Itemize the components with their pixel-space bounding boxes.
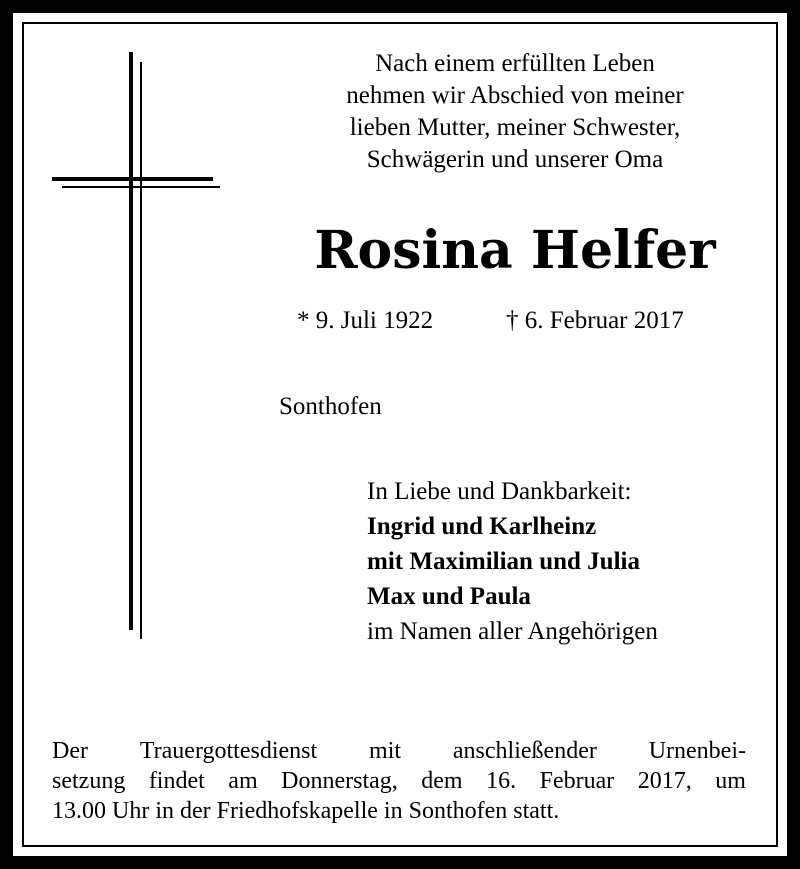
intro-line: Nach einem erfüllten Leben [375,50,655,77]
place: Sonthofen [279,393,382,420]
service-line-1 [52,736,746,766]
intro-line: nehmen wir Abschied von meiner [346,82,684,109]
service-word: mit [369,738,402,764]
service-word: Urnenbei- [648,738,746,764]
service-word: Trauergottesdienst [139,738,318,764]
service-info [52,736,746,826]
family-block [367,474,658,649]
service-word: Donnerstag, [281,768,398,794]
service-word: 16. [486,768,517,794]
death-date: † 6. Februar 2017 [506,307,684,334]
service-word: findet [148,768,205,794]
mourner-line: Ingrid und Karlheinz [367,513,597,540]
intro-line: lieben Mutter, meiner Schwester, [349,114,681,141]
service-line-3: 13.00 Uhr in der Friedhofskapelle in Sonthofen statt. [52,798,560,824]
service-word: Der [52,738,88,764]
service-word: dem [421,768,463,794]
service-word: anschließender [452,738,597,764]
service-word: um [715,768,746,794]
on-behalf-line: im Namen aller Angehörigen [367,618,658,645]
intro-text [270,48,760,176]
intro-line: Schwägerin und unserer Oma [366,146,664,173]
service-word: Februar [539,768,615,794]
mourner-line: Max und Paula [367,583,531,610]
service-word: setzung [52,768,126,794]
deceased-name: Rosina Helfer [314,220,716,281]
closing-phrase: In Liebe und Dankbarkeit: [367,478,632,505]
birth-date: * 9. Juli 1922 [297,307,434,334]
service-word: 2017, [637,768,692,794]
service-line-2 [52,766,746,796]
service-word: am [228,768,258,794]
mourner-line: mit Maximilian und Julia [367,548,640,575]
